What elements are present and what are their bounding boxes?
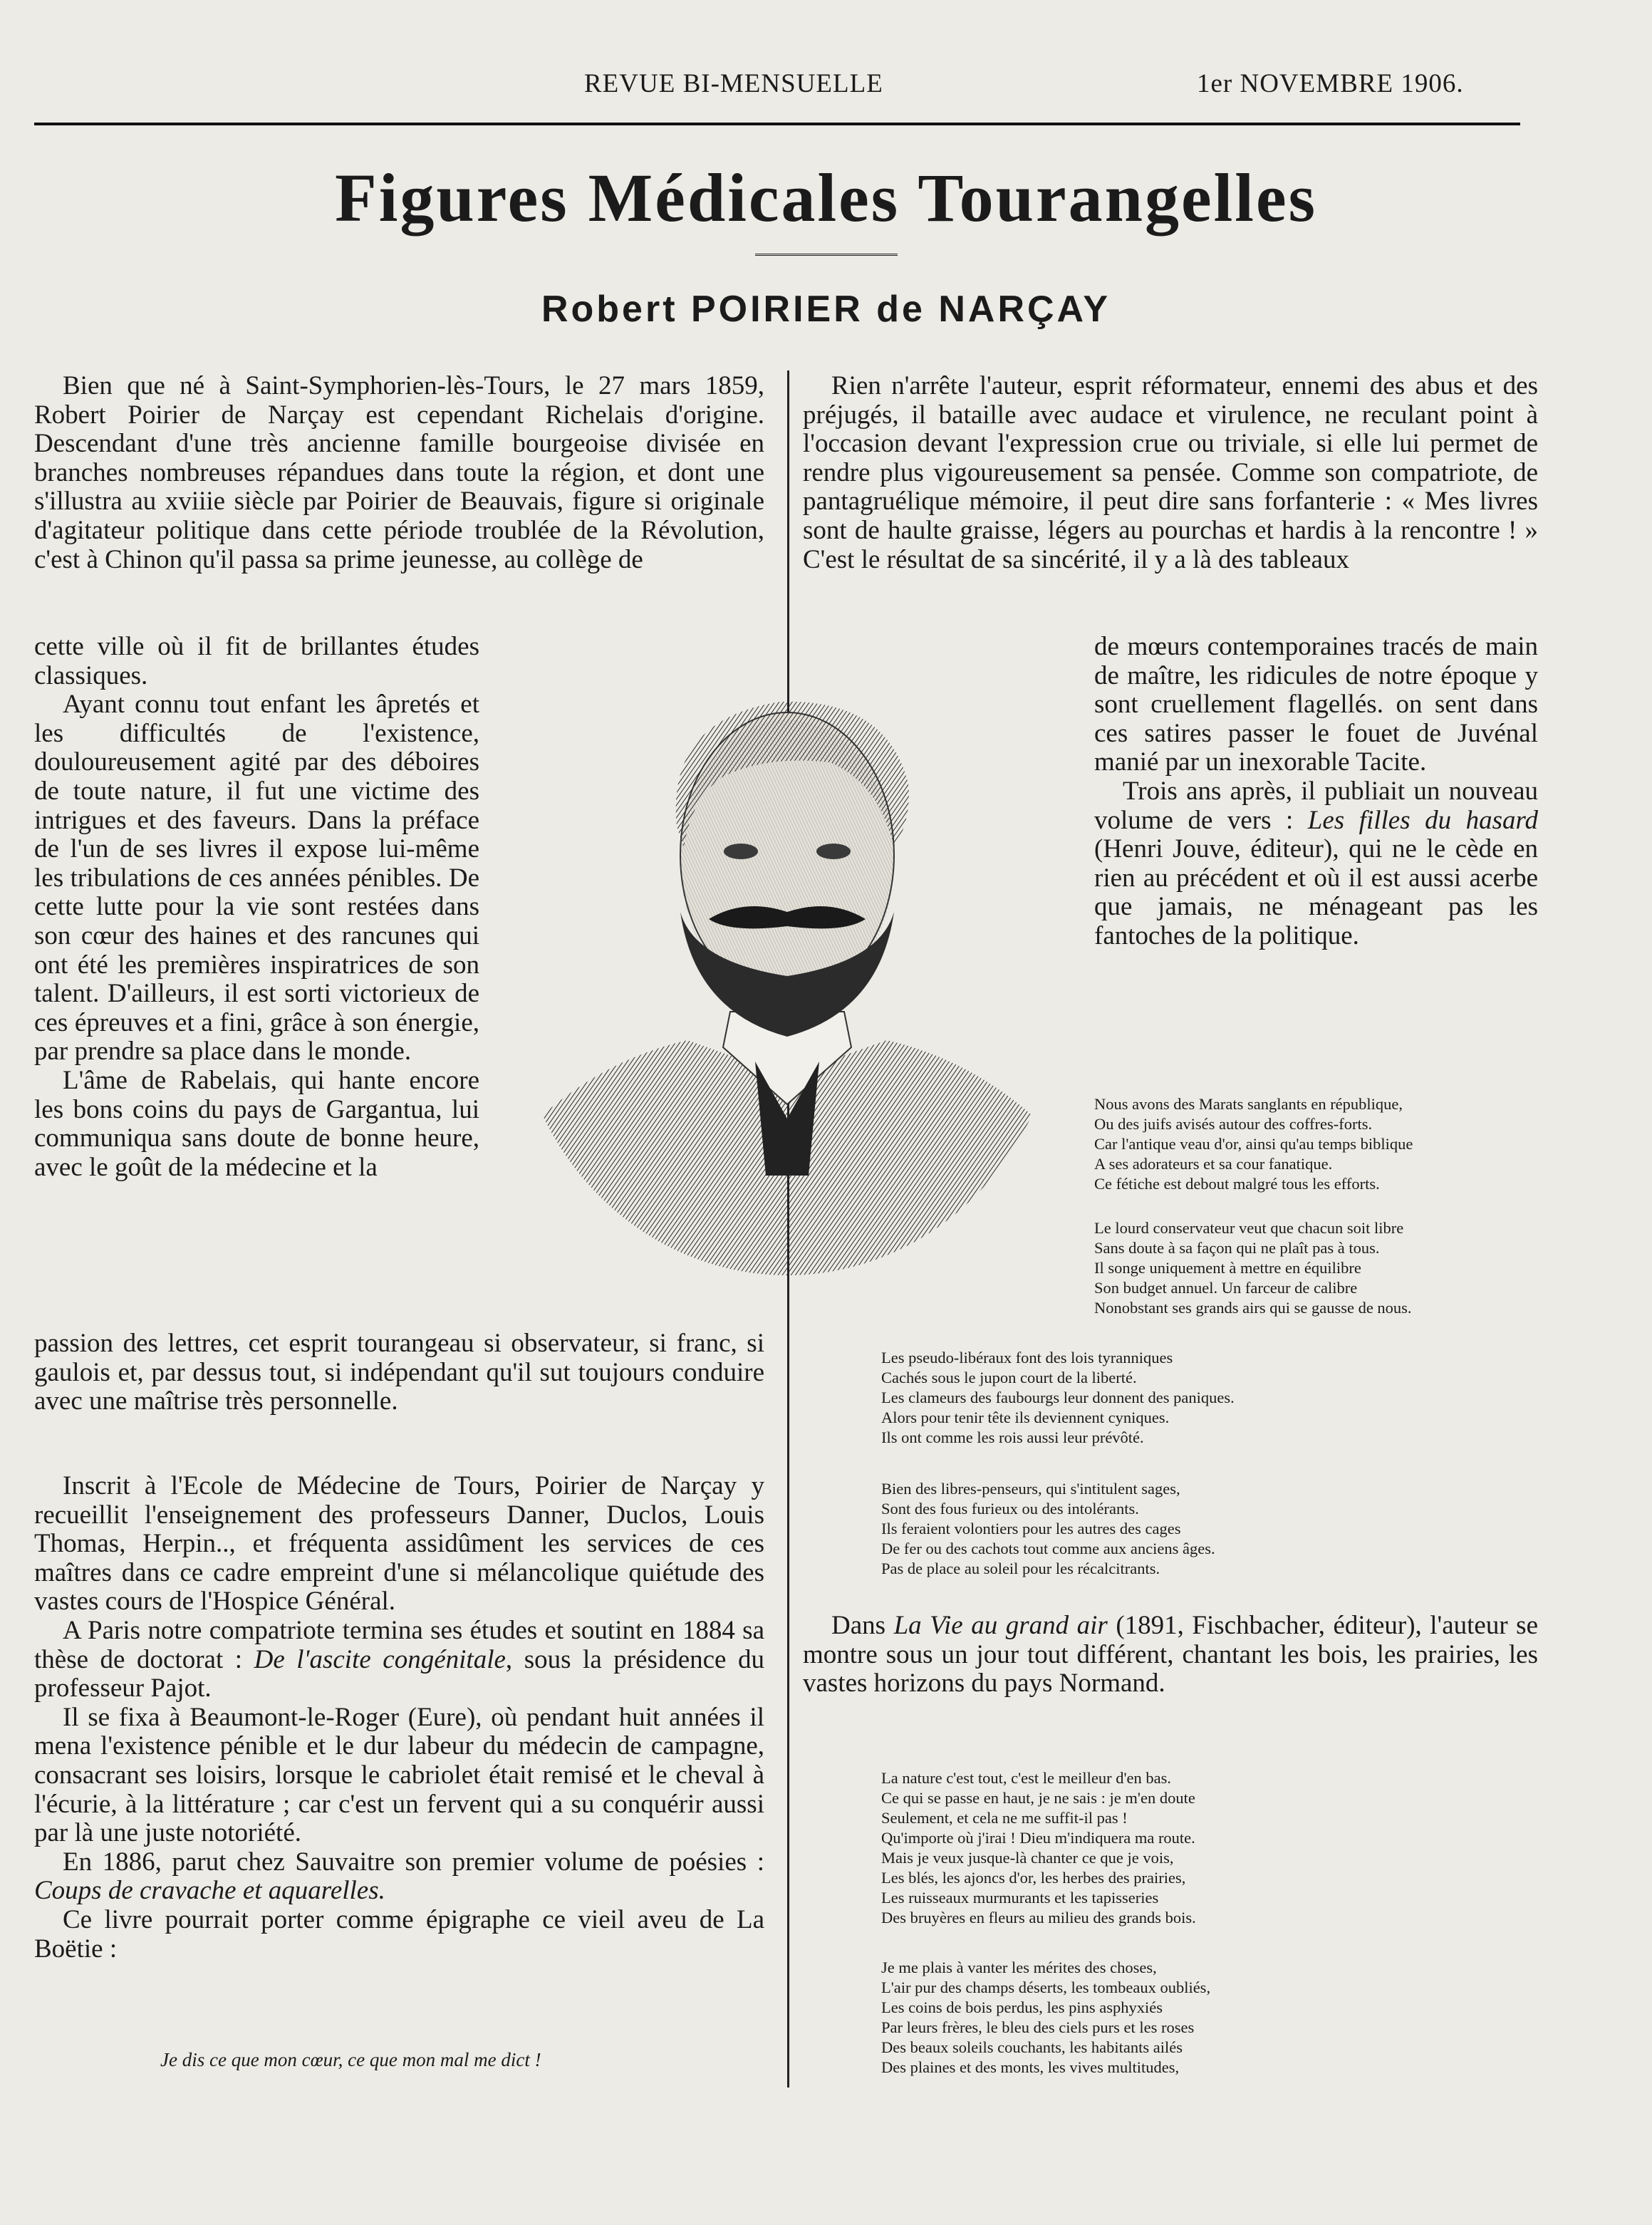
verse-stanza-2: Le lourd conservateur veut que chacun soit libre Sans doute à sa façon qui ne plaît pas à tous. Il songe uniquement à mettre en équilibre Son budget annuel. Un farceur de calibre Nonobstant ses grands airs qui se gausse de nous. [1094,1219,1412,1317]
verse-stanza-6: Je me plais à vanter les mérites des choses, L'air pur des champs déserts, les tombeaux oubliés, Les coins de bois perdus, les pins asphyxiés Par leurs frères, le bleu des ciels purs et les roses Des beaux soleils couchants, les habitants ailés Des plaines et des monts, les vives multitudes, [881,1959,1211,2076]
verse-stanza-5: La nature c'est tout, c'est le meilleur d'en bas. Ce qui se passe en haut, je ne sais : je m'en doute Seulement, et cela ne me suffit-il pas ! Qu'importe où j'irai ! Dieu m'indiquera ma route. Mais je veux jusque-là chanter ce que je vois, Les blés, les ajoncs d'or, les herbes des prairies, Les ruisseaux murmurants et les tapisseries Des bruyères en fleurs au milieu des grands bois. [881,1769,1196,1926]
title-ornament [755,254,898,256]
verse-stanza-4: Bien des libres-penseurs, qui s'intitulent sages, Sont des fous furieux ou des intolérants. Ils feraient volontiers pour les autres des cages De fer ou des cachots tout comme aux anciens âges. Pas de place au soleil pour les récalcitrants. [881,1480,1215,1577]
author-portrait [509,677,1065,1275]
right-paragraph-3: Dans La Vie au grand air (1891, Fischbacher, éditeur), l'auteur se montre sous un jour tout différent, chantant les bois, les prairies, les vastes horizons du pays Normand. [803,1611,1539,1698]
left-paragraph-3: passion des lettres, cet esprit tourangeau si observateur, si franc, si gaulois et, par dessus tout, si indépendant qu'il sut toujours conduire avec une maîtrise très personnelle. [34,1329,764,1416]
page-title: Figures Médicales Tourangelles [335,160,1317,236]
verse-stanza-1: Nous avons des Marats sanglants en république, Ou des juifs avisés autour des coffres-forts. Car l'antique veau d'or, ainsi qu'au temps biblique A ses adorateurs et sa cour fanatique. Ce fétiche est debout malgré tous les efforts. [1094,1095,1413,1193]
left-paragraph-4: Inscrit à l'Ecole de Médecine de Tours, Poirier de Narçay y recueillit l'enseignement des professeurs Danner, Duclos, Louis Thomas, Herpin.., et fréquenta assidûment les services de ces maîtres dans ce cadre empreint d'une si mélancolique quiétude des vastes cours de l'Hospice Général. A Paris notre compatriote termina ses études et soutint en 1884 sa thèse de doctorat : De l'ascite congénitale, sous la présidence du professeur Pajot. Il se fixa à Beaumont-le-Roger (Eure), où pendant huit années il mena l'existence pénible et le dur labeur du médecin de campagne, consacrant ses loisirs, lorsque le cabriolet était remisé et le cheval à l'écurie, à la littérature ; car c'est un fervent qui a su conquérir aussi par là une juste notoriété. En 1886, parut chez Sauvaitre son premier volume de poésies : Coups de cravache et aquarelles. Ce livre pourrait porter comme épigraphe ce vieil aveu de La Boëtie : [34,1471,764,1964]
left-wrapped-text: cette ville où il fit de brillantes études classiques. Ayant connu tout enfant les âpretés et les difficultés de l'existence, douloureusement agité par des déboires de toute nature, il fut une victime des intrigues et des faveurs. Dans la préface de l'un de ses livres il expose lui-même les tribulations de ces années pénibles. De cette lutte pour la vie sont restées dans son cœur des haines et des rancunes qui ont été les premières inspiratrices de son talent. D'ailleurs, il est sorti victorieux de ces épreuves et a fini, grâce à son énergie, par prendre sa place dans le monde. L'âme de Rabelais, qui hante encore les bons coins du pays de Gargantua, lui communiqua sans doute de bonne heure, avec le goût de la médecine et la [34,632,479,1182]
left-paragraph-1: Bien que né à Saint-Symphorien-lès-Tours, le 27 mars 1859, Robert Poirier de Narçay est cependant Richelais d'origine. Descendant d'une très ancienne famille bourgeoise divisée en branches nombreuses répandues dans toute la région, et dont une s'illustra au xviiie siècle par Poirier de Beauvais, figure si originale d'agitateur politique dans cette période troublée de la Révolution, c'est à Chinon qu'il passa sa prime jeunesse, au collège de [34,371,764,574]
header-rule [34,123,1520,125]
article-subtitle: Robert POIRIER de NARÇAY [541,289,1111,330]
epigraph: Je dis ce que mon cœur, ce que mon mal me dict ! [160,2049,541,2070]
right-wrapped-text: de mœurs contemporaines tracés de main de maître, les ridicules de notre époque y sont cruellement flagellés. on sent dans ces satires passer le fouet de Juvénal manié par un inexorable Tacite. Trois ans après, il publiait un nouveau volume de vers : Les filles du hasard (Henri Jouve, éditeur), qui ne le cède en rien au précédent et où il est aussi acerbe que jamais, ne ménageant pas les fantoches de la politique. [1094,632,1539,950]
journal-name: REVUE BI-MENSUELLE [584,69,883,98]
verse-stanza-3: Les pseudo-libéraux font des lois tyranniques Cachés sous le jupon court de la liberté. Les clameurs des faubourgs leur donnent des paniques. Alors pour tenir tête ils deviennent cyniques. Ils ont comme les rois aussi leur prévôté. [881,1349,1235,1446]
right-paragraph-1: Rien n'arrête l'auteur, esprit réformateur, ennemi des abus et des préjugés, il bataille avec audace et virulence, ne reculant point à l'occasion devant l'expression crue ou triviale, si elle lui permet de rendre plus vigoureusement sa pensée. Comme son compatriote, de pantagruélique mémoire, il peut dire sans forfanterie : « Mes livres sont de haulte graisse, légers au pourchas et hardis à la rencontre ! » C'est le résultat de sa sincérité, il y a là des tableaux [803,371,1538,574]
issue-date: 1er NOVEMBRE 1906. [1197,69,1464,98]
